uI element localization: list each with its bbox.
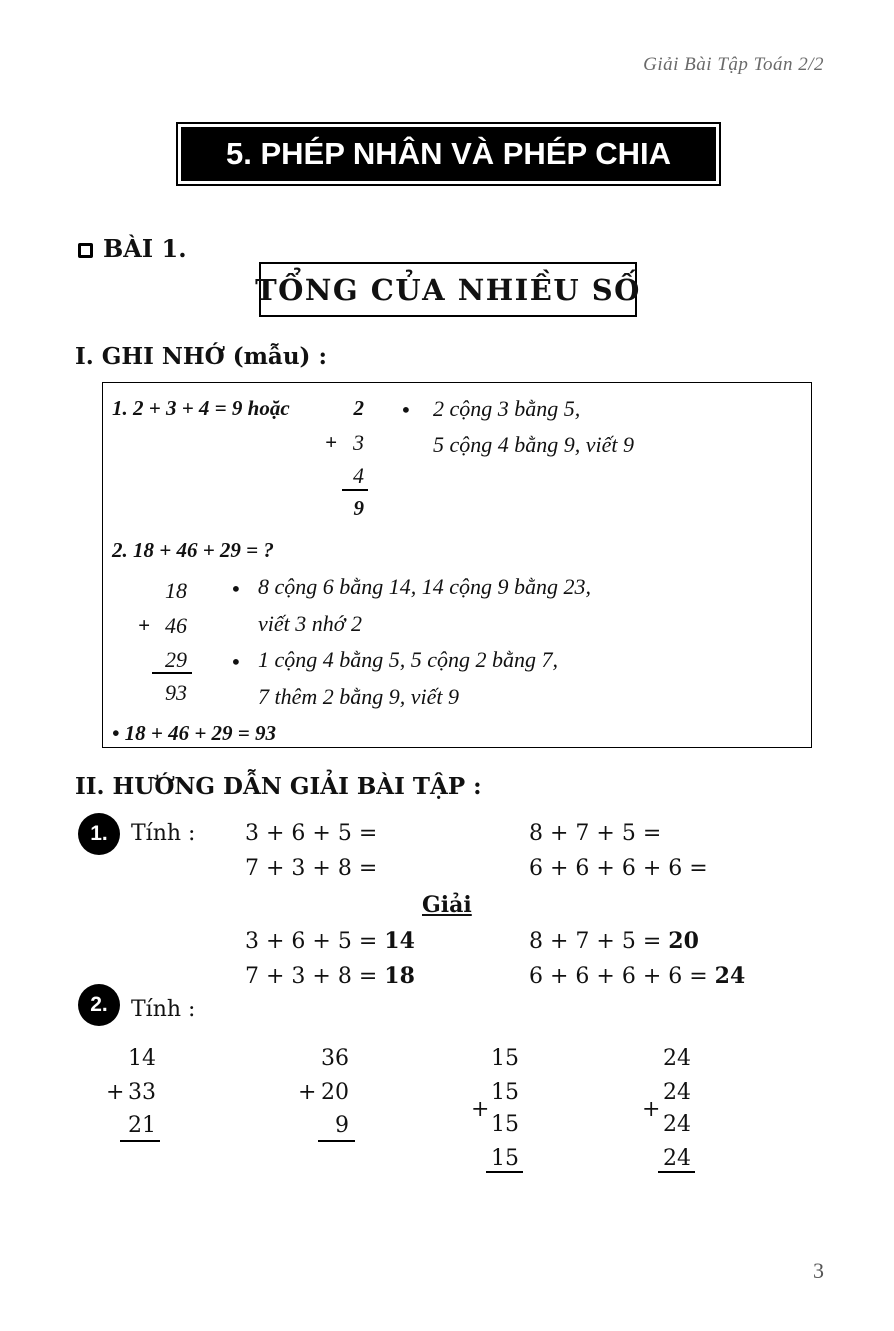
answer-expr: 6 + 6 + 6 + 6 = [529,964,715,989]
ex2-note1-line2: viết 3 nhớ 2 [258,611,362,636]
ex2-sum-line [152,672,192,674]
col1-row: 33 [128,1080,156,1105]
ex2-note2-line2: 7 thêm 2 bằng 9, viết 9 [258,684,460,709]
col3-row: 15 [491,1112,519,1137]
col1-row: 14 [128,1046,156,1071]
col2-plus: + [298,1080,317,1105]
ex2-bullet-1: • [230,577,242,601]
exercise-2-label: Tính : [131,997,196,1022]
ex2-final: • 18 + 46 + 29 = 93 [112,721,277,745]
ex2-note2-line1: 1 cộng 4 bằng 5, 5 cộng 2 bằng 7, [258,647,559,672]
col3-row: 15 [491,1080,519,1105]
ex1-col-bottom: 4 [353,463,364,488]
section-2-title: II. HƯỚNG DẪN GIẢI BÀI TẬP : [75,773,482,800]
col3-row: 15 [491,1046,519,1071]
col2-row: 9 [335,1113,349,1138]
col1-row: 21 [128,1113,156,1138]
answer-expr: 7 + 3 + 8 = [245,964,385,989]
answer-result: 24 [714,963,746,989]
answer-expr: 8 + 7 + 5 = [529,929,669,954]
ex1-problem: 3 + 6 + 5 = [245,821,378,846]
ex1-problem: 7 + 3 + 8 = [245,856,378,881]
answer-result: 14 [384,928,415,954]
ex2-col-top: 18 [165,578,187,603]
solution-label: Giải [422,892,472,918]
ex2-col-bottom: 29 [165,647,187,672]
chapter-title-box [176,122,721,186]
col2-row: 20 [321,1080,349,1105]
ex1-note-line1: 2 cộng 3 bằng 5, [433,396,581,421]
ex1-col-top: 2 [353,396,364,420]
exercise-1-number: 1. [78,813,120,855]
answer-expr: 3 + 6 + 5 = [245,929,385,954]
ex2-col-result: 93 [165,680,187,705]
ex1-col-mid: 3 [353,430,364,455]
lesson-label [78,234,187,263]
ex1-answer [245,928,415,954]
col4-row: 24 [663,1046,691,1071]
ex1-note-line2: 5 cộng 4 bằng 9, viết 9 [433,432,635,457]
ex2-col-plus: + [138,613,150,637]
col4-plus: + [642,1097,661,1122]
ex1-problem: 6 + 6 + 6 + 6 = [529,856,708,881]
ex2-col-mid: 46 [165,613,187,638]
ex1-sum-line [342,489,368,491]
answer-result: 20 [668,928,699,954]
square-bullet-icon [78,243,93,258]
ex1-answer [529,928,699,954]
col4-row: 24 [663,1146,691,1171]
col4-row: 24 [663,1080,691,1105]
ex1-equation: 1. 2 + 3 + 4 = 9 hoặc [112,396,290,420]
lesson-label-text: BÀI 1. [103,234,187,263]
lesson-topic: TỔNG CỦA NHIỀU SỐ [259,262,637,317]
answer-result: 18 [384,963,415,989]
exercise-2-number: 2. [78,984,120,1026]
ex1-col-result: 9 [353,496,364,520]
ex1-bullet: • [400,398,412,422]
col3-sum-line [486,1171,523,1173]
ex1-col-plus: + [325,430,337,454]
col4-sum-line [658,1171,695,1173]
ex2-question: 2. 18 + 46 + 29 = ? [112,538,274,562]
col3-plus: + [471,1097,490,1122]
col2-row: 36 [321,1046,349,1071]
col1-plus: + [106,1080,125,1105]
chapter-title: 5. PHÉP NHÂN VÀ PHÉP CHIA [181,127,716,181]
ex2-bullet-2: • [230,650,242,674]
running-header: Giải Bài Tập Toán 2/2 [643,54,824,75]
ex1-answer [529,963,745,989]
ex2-note1-line1: 8 cộng 6 bằng 14, 14 cộng 9 bằng 23, [258,574,592,599]
ex1-problem: 8 + 7 + 5 = [529,821,662,846]
col3-row: 15 [491,1146,519,1171]
col4-row: 24 [663,1112,691,1137]
exercise-1-label: Tính : [131,821,196,846]
page-number: 3 [813,1258,824,1283]
col2-sum-line [318,1140,355,1142]
section-1-title: I. GHI NHỚ (mẫu) : [75,343,327,370]
ex1-answer [245,963,415,989]
col1-sum-line [120,1140,160,1142]
